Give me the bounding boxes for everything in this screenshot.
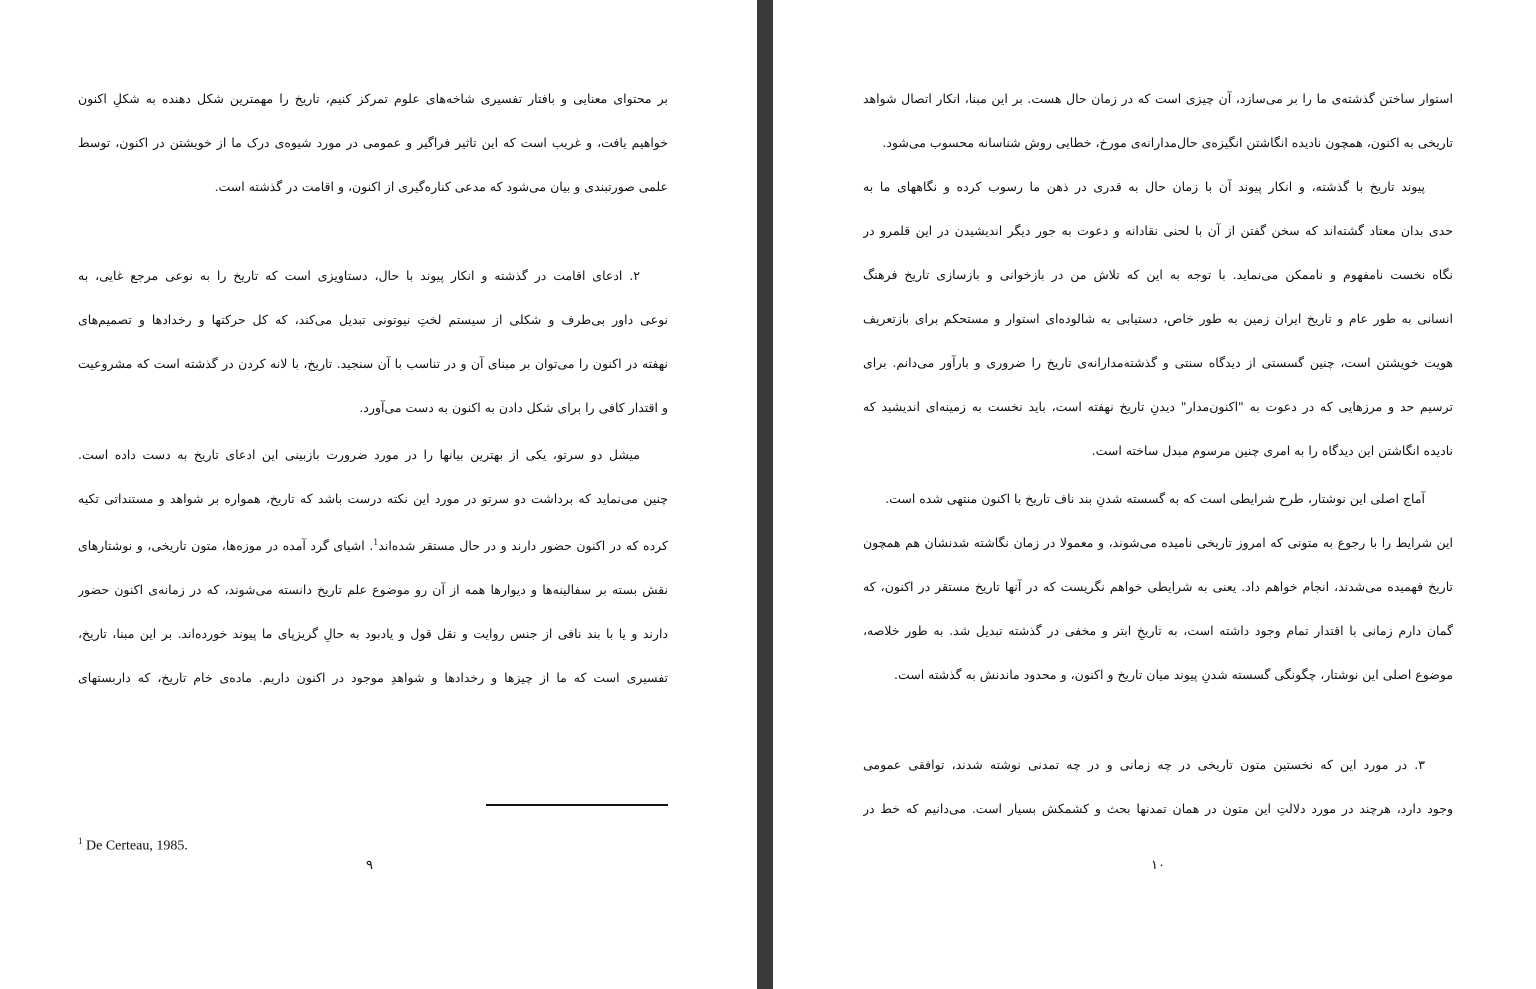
text-line: آماج اصلی این نوشتار، طرح شرایطی است که به گسسته شدنِ بند ناف تاریخ با اکنون منتهی شده است. [885,491,1425,506]
text-line: نادیده انگاشتن این دیدگاه را به امری چنین مرسوم مبدل ساخته است. [1091,443,1453,458]
text-line: حدی بدان معتاد گشته‌اند که سخن گفتن از آن با لحنی نقادانه و دعوت به جور دیگر اندیشیدن در این قلمرو در [863,223,1453,238]
text-line: پیوند تاریخ با گذشته، و انکار پیوند آن با زمان حال به قدری در ذهن ما رسوب کرده و نگاههای ما به [863,179,1425,194]
left-paragraph-3 [78,433,668,700]
text-line: میشل دو سرتو، یکی از بهترین بیانها را در مورد ضرورت بازبینی این ادعای تاریخ به دست داده است. [78,447,640,462]
text-line: خواهیم یافت، و غریب است که این تاثیر فراگیر و عمومی در مورد شیوه‌ی درک ما از خویشتن در اکنون، توسط [78,135,668,150]
text-line: نقش بسته بر سفالینه‌ها و دیوارها همه از آن رو موضوع علم تاریخ دانسته می‌شوند، که در زمانه‌ی اکنون حضور [78,582,668,598]
text-line: تفسیری است که ما از چیزها و رخدادها و شواهدِ موجود در اکنون داریم. ماده‌ی خام تاریخ، که داربستهای [78,670,668,686]
text-line: چنین می‌نماید که برداشت دو سرتو در مورد این نکته درست باشد که تاریخ، همواره بر شواهد و مستنداتی تکیه [78,491,668,506]
text-line: ترسیم حد و مرزهایی که در دعوت به "اکنون‌مدار" دیدنِ تاریخ نهفته است، باید نخست به زمینه‌ای اندیشید که [863,399,1453,414]
text-line: تاریخ فهمیده می‌شدند، انجام خواهم داد. یعنی به شرایطی خواهم نگریست که در آنها تاریخ مستقر در اکنون، که [863,579,1453,594]
text-line: ۳. در مورد این که نخستین متون تاریخی در چه زمانی و در چه تمدنی نوشته شدند، توافقی عمومی [863,757,1425,772]
right-page [773,0,1536,989]
left-paragraph-2 [78,254,668,430]
right-paragraph-2 [863,477,1453,697]
right-paragraph-3 [863,743,1453,831]
text-line: بر محتوای معنایی و بافتار تفسیری شاخه‌های علوم تمرکز کنیم، تاریخ را مهمترین شکل دهنده به شکلِ اکنون [78,91,668,106]
text-line: علمی صورتبندی و بیان می‌شود که مدعی کناره‌گیری از اکنون، و اقامت در گذشته است. [214,179,668,194]
text-line: وجود دارد، هرچند در مورد دلالتِ این متون در همان تمدنها بحث و کشمکش بسیار است. می‌دانیم که خط در [863,801,1453,816]
text-line: دارند و یا با بند نافی از جنس روایت و نقل قول و یادبود به حالِ گریزپای ما پیوند خورده‌اند. بر این مبنا، تاریخ، [78,626,668,642]
text-line: نوعی داور بی‌طرف و شکلی از سیستم لختِ نیوتونی تبدیل می‌کند، که کل حرکتها و رخدادها و تصمیم‌های [78,312,668,327]
text-line: نگاه نخست نامفهوم و ناممکن می‌نماید. با توجه به این که تلاش من در بازخوانی و بازسازی تاریخ فرهنگ [863,267,1453,282]
page-number: ۹ [366,858,373,873]
text-line: انسانی به طور عام و تاریخ ایران زمین به طور خاص، دستیابی به شالوده‌ای استوار و مستحکم برای بازتعریف [863,311,1453,326]
footnote-text: De Certeau, 1985. [86,838,188,854]
text-line: هویت خویشتن است، چنین گسستی از دیدگاه سنتی و گذشته‌مدارانه‌ی تاریخ را ضروری و بارآور می‌دانم. برای [863,355,1453,370]
left-page [0,0,757,989]
footnote-reference[interactable]: 1 [373,538,379,547]
text-line: گمان دارم زمانی با اقتدار تمام وجود داشته است، به تاریخِ ابتر و مخفی در گذشته تبدیل شد. به طور خلاصه، [863,623,1453,638]
text-line: استوار ساختن گذشته‌ی ما را بر می‌سازد، آن چیزی است که در زمان حال هست. بر این مبنا، انکار اتصال شواهد [863,91,1453,106]
text-line: و اقتدار کافی را برای شکل دادن به اکنون به دست می‌آورد. [359,400,668,415]
text-line: نهفته در اکنون را می‌توان بر مبنای آن و در تناسب با آن سنجید. تاریخ، با لانه کردن در گذشته است که مشروعیت [78,356,668,371]
text-line: این شرایط را با رجوع به متونی که امروز تاریخی نامیده می‌شوند، و معمولا در زمان نگاشته شدنشان هم همچون [863,535,1453,550]
right-paragraph-1 [863,77,1453,473]
page-number: ۱۰ [1151,858,1165,873]
text-line: تاریخی به اکنون، همچون نادیده انگاشتن انگیزه‌ی حال‌مدارانه‌ی مورخ، خطایی روش شناسانه محسوب می‌شود. [882,135,1453,150]
text-line: موضوع اصلی این نوشتار، چگونگی گسسته شدنِ پیوند میان تاریخ و اکنون، و محدود ماندنش به گذشته است. [894,667,1453,682]
text-segment: . اشیای گرد آمده در موزه‌ها، متون تاریخی، و نوشتارهای [78,538,374,554]
footnote [78,836,188,855]
footnote-separator [486,804,668,806]
text-line: ۲. ادعای اقامت در گذشته و انکار پیوند با حال، دستاویزی است که تاریخ را به نوعی مرجع غایی، به [78,268,640,283]
text-line-with-footnote [78,521,668,568]
text-segment: کرده که در اکنون حضور دارند و در حال مستقر شده‌اند [378,538,668,554]
left-paragraph-1 [78,77,668,209]
footnote-number: 1 [78,836,83,846]
page-gutter [757,0,773,989]
